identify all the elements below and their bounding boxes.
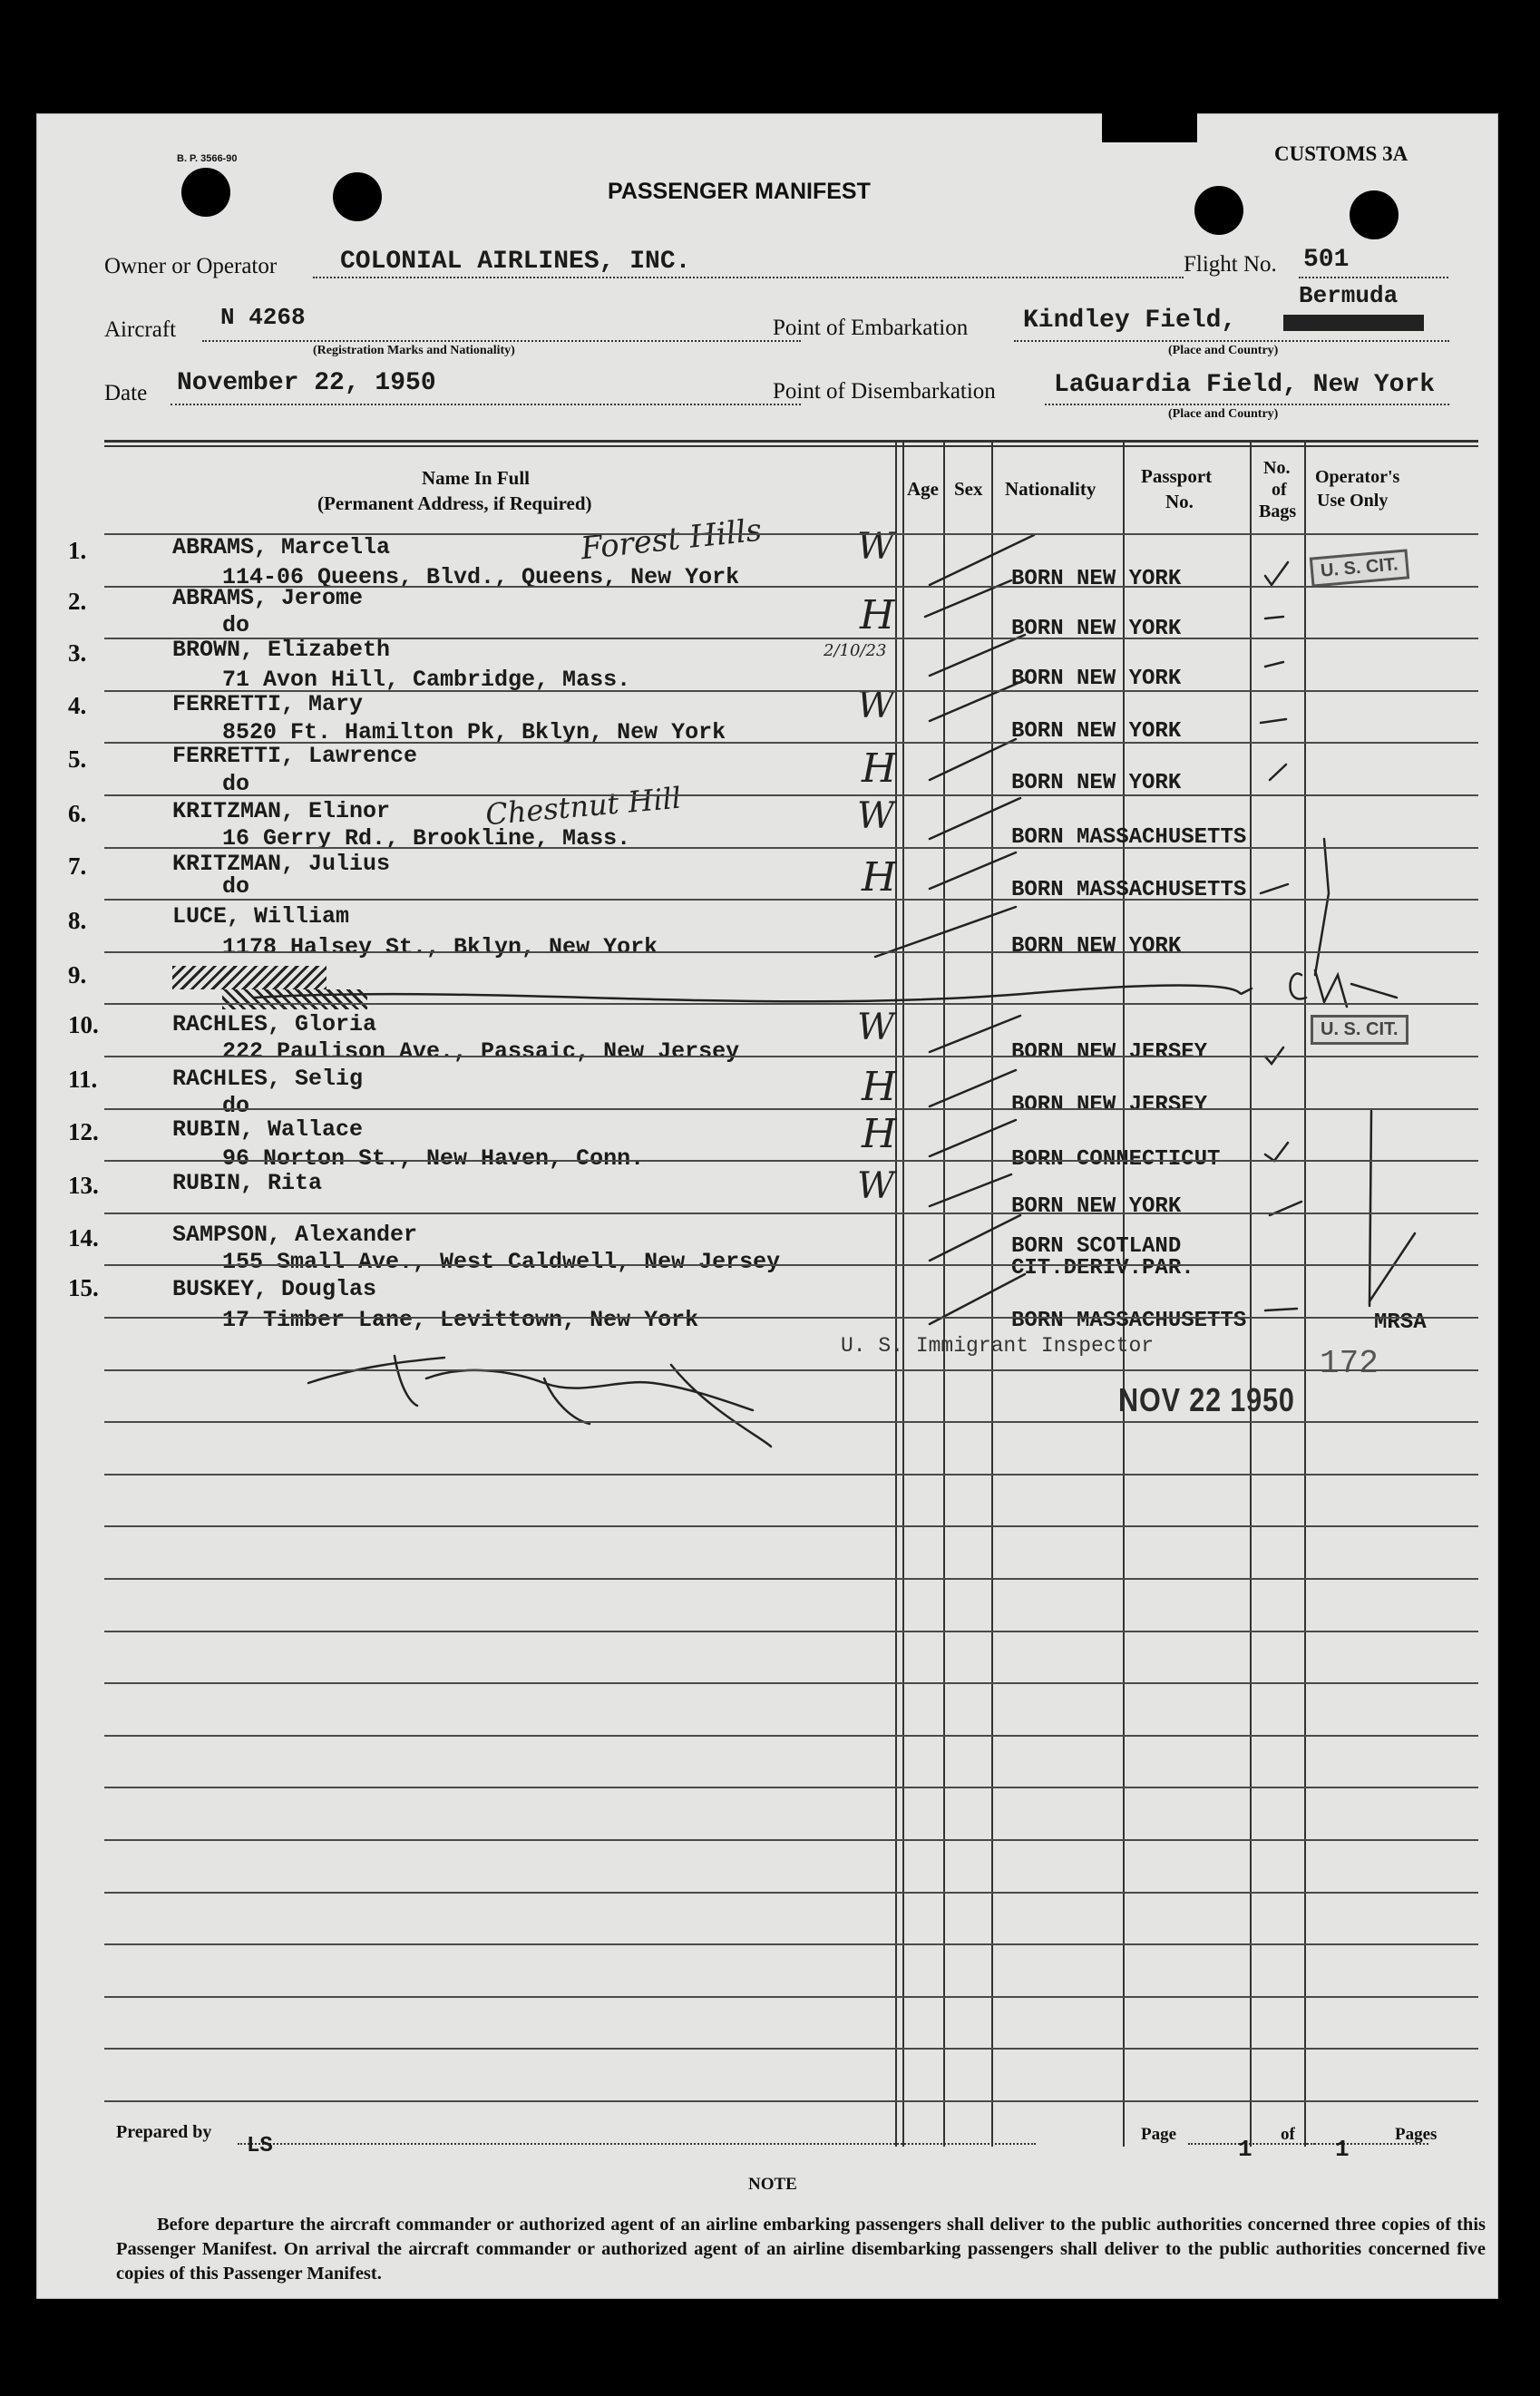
passenger-address: do [222,873,250,900]
pen-stroke [930,1120,1016,1156]
note-text: Before departure the aircraft commander or authorized agent of an airline embarking passengers shall deliver to the public authorities concerned three copies of this Passenger Manifest. On arrival the aircraft commander or authorized agent of an airline disembarking passengers shall deliver to the public authorities concerned five copies of this Passenger Manifest. [116,2215,1486,2284]
passenger-address: 155 Small Ave., West Caldwell, New Jersey [222,1249,781,1275]
embark-note: (Place and Country) [1168,344,1279,357]
date-value: November 22, 1950 [177,369,436,397]
row-number: 5. [68,745,87,773]
row-rule [104,1839,1478,1841]
passenger-name: RUBIN, Wallace [172,1116,364,1143]
row-number: 11. [68,1066,98,1093]
aircraft-label: Aircraft [104,317,177,342]
pen-stroke [930,1070,1016,1106]
row-number: 8. [68,907,87,934]
col-nationality: Nationality [1005,478,1097,500]
passenger-sex: W [857,685,895,726]
pages-value: 1 [1335,2136,1350,2163]
flight-label: Flight No. [1184,252,1277,277]
row-rule [104,1787,1478,1788]
prepared-line [238,2143,1036,2145]
row-rule [104,1108,1478,1110]
passenger-sex: H [860,592,895,638]
passenger-address: 71 Avon Hill, Cambridge, Mass. [222,667,631,693]
row-rule [104,1421,1478,1423]
passenger-sex: H [862,854,897,901]
passenger-sex: W [857,1007,895,1048]
passenger-address: 1178 Halsey St., Bklyn, New York [222,934,658,960]
passenger-name: KRITZMAN, Julius [172,851,391,877]
row-rule [104,638,1478,639]
row-rule [104,1682,1478,1684]
pen-stroke [930,1215,1020,1261]
handwritten-forest-hills: Forest Hills [579,511,764,568]
pen-stroke [930,1174,1011,1206]
us-cit-stamp: U. S. CIT. [1311,1015,1408,1045]
passenger-name: BUSKEY, Douglas [172,1276,377,1302]
passenger-name: ABRAMS, Jerome [172,585,364,611]
row-rule [104,742,1478,744]
check-mark [1261,884,1288,893]
col-operator-1: Operator's [1315,467,1400,487]
passenger-address: 222 Paulison Ave., Passaic, New Jersey [222,1038,740,1065]
passenger-nationality: BORN MASSACHUSETTS [1011,1309,1247,1333]
prepared-label: Prepared by [116,2122,212,2142]
row-rule [104,1474,1478,1476]
row-rule [104,1578,1478,1580]
pen-stroke [930,739,1016,780]
passenger-address: 17 Timber Lane, Levittown, New York [222,1307,699,1333]
owner-label: Owner or Operator [104,254,278,278]
prepared-value: LS [247,2134,273,2158]
strike-line [254,985,1252,1001]
passenger-nationality: BORN NEW YORK [1011,719,1182,744]
pen-stroke [1369,1233,1415,1301]
aircraft-note: (Registration Marks and Nationality) [313,344,515,357]
passenger-nationality: BORN NEW YORK [1011,934,1182,959]
flight-value: 501 [1303,246,1350,274]
note-title: NOTE [748,2175,797,2194]
row-number: 10. [68,1011,99,1038]
check-mark [1265,1309,1297,1310]
pen-marks [36,113,1498,2299]
check-mark [1265,617,1283,618]
us-cit-stamp: U. S. CIT. [1310,549,1409,587]
passenger-name: ABRAMS, Marcella [172,534,391,560]
pen-stroke [875,907,1016,957]
owner-value: COLONIAL AIRLINES, INC. [340,248,691,276]
passenger-name: KRITZMAN, Elinor [172,798,391,824]
pen-stroke [930,1016,1020,1052]
passenger-name: RACHLES, Selig [172,1066,364,1092]
disembark-note: (Place and Country) [1168,407,1279,421]
passenger-nationality: BORN NEW JERSEY [1011,1093,1208,1117]
passenger-nationality: BORN CONNECTICUT [1011,1147,1221,1172]
row-rule [104,1264,1478,1266]
row-rule [104,794,1478,796]
page-value: 1 [1238,2136,1252,2163]
row-rule [104,1056,1478,1057]
row-rule [104,1317,1478,1319]
row-rule [104,690,1478,692]
date-label: Date [104,381,148,405]
row-number: 13. [68,1172,99,1199]
passenger-name: FERRETTI, Lawrence [172,743,418,769]
pen-stroke [930,852,1016,889]
inspection-date-stamp: NOV 22 1950 [1118,1381,1295,1418]
col-bags-3: Bags [1259,502,1297,521]
row-number: 15. [68,1274,99,1301]
manifest-page [36,113,1498,2299]
mrsa-mark: MRSA [1374,1310,1427,1335]
page-title: PASSENGER MANIFEST [608,179,871,204]
row-number: 3. [68,639,87,667]
passenger-address: do [222,771,250,797]
row-number: 1. [68,537,87,564]
passenger-nationality: BORN NEW YORK [1011,1194,1182,1219]
row-rule [104,951,1478,953]
inspector-label: U. S. Immigrant Inspector [841,1334,1155,1358]
embark-country: Bermuda [1299,282,1399,309]
pen-stroke [1315,839,1329,975]
passenger-nationality: BORN NEW JERSEY [1011,1040,1208,1065]
row-rule [104,533,1478,535]
passenger-name: BROWN, Elizabeth [172,637,391,663]
row-rule [104,1003,1478,1005]
row-rule [104,1892,1478,1894]
passenger-nationality: BORN MASSACHUSETTS [1011,825,1247,850]
passenger-nationality: BORN NEW YORK [1011,617,1182,641]
passenger-sex: H [862,1111,897,1157]
check-mark [1265,662,1283,667]
check-mark [1265,562,1288,585]
check-mark [1261,719,1286,723]
row-rule [104,1213,1478,1214]
passenger-name: FERRETTI, Mary [172,691,364,717]
passenger-name: LUCE, William [172,903,350,930]
row-rule [104,1943,1478,1945]
passenger-nationality: BORN NEW YORK [1011,567,1182,591]
handwritten-chestnut-hill: Chestnut Hill [483,780,683,833]
passenger-nationality-2: CIT.DERIV.PAR. [1011,1256,1194,1281]
col-passport-2: No. [1165,491,1194,512]
passenger-name: RACHLES, Gloria [172,1011,377,1037]
row-number: 12. [68,1118,99,1145]
passenger-sex: W [857,526,895,568]
number-172: 172 [1320,1345,1379,1382]
row-rule [104,1735,1478,1737]
row-number: 6. [68,800,87,827]
col-sex: Sex [954,478,983,500]
row-number: 9. [68,961,87,989]
pen-stroke [1369,1111,1371,1306]
row-rule [104,2100,1478,2102]
passenger-name: SAMPSON, Alexander [172,1222,418,1248]
passenger-address: 96 Norton St., New Haven, Conn. [222,1145,645,1172]
passenger-nationality: BORN SCOTLAND [1011,1234,1182,1259]
disembark-label: Point of Disembarkation [773,379,996,404]
passenger-sex: H [862,1064,897,1110]
row-rule [104,586,1478,588]
check-mark [1265,1143,1288,1161]
row-rule [104,1631,1478,1632]
row-rule [104,1525,1478,1527]
passenger-sex: W [857,795,895,837]
passenger-name: RUBIN, Rita [172,1170,323,1196]
passenger-nationality: BORN NEW YORK [1011,667,1182,691]
row-rule [104,1996,1478,1998]
aircraft-value: N 4268 [220,304,306,331]
passenger-address: 16 Gerry Rd., Brookline, Mass. [222,825,631,852]
check-mark [1270,765,1286,780]
pages-label: Pages [1395,2125,1438,2144]
passenger-address: do [222,1093,250,1119]
passenger-address: 114-06 Queens, Blvd., Queens, New York [222,564,740,590]
pen-stroke [930,798,1020,839]
row-rule [104,847,1478,849]
embark-label: Point of Embarkation [773,316,969,340]
col-name-sub: (Permanent Address, if Required) [317,492,592,514]
embark-value: Kindley Field, [1023,307,1237,335]
customs-label: CUSTOMS 3A [1274,142,1408,165]
pen-stroke [930,535,1034,585]
disembark-value: LaGuardia Field, New York [1054,371,1436,399]
row-number: 14. [68,1224,99,1252]
page-label: Page [1141,2125,1177,2144]
passenger-address: do [222,612,250,638]
passenger-nationality: BORN MASSACHUSETTS [1011,878,1247,902]
passenger-sex: H [862,745,897,792]
row-rule [104,2048,1478,2050]
col-bags-1: No. [1263,458,1291,478]
passenger-sex: W [857,1165,895,1207]
col-passport-1: Passport [1141,465,1213,487]
col-bags-2: of [1272,480,1287,500]
of-label: of [1281,2125,1295,2144]
col-age: Age [907,478,939,500]
initials-mark [1291,970,1398,1007]
pen-stroke [930,680,1025,721]
row-number: 7. [68,852,87,880]
col-name: Name In Full [422,467,531,489]
handwritten-date-note: 2/10/23 [824,641,887,660]
row-number: 2. [68,588,87,615]
col-operator-2: Use Only [1317,491,1389,511]
row-number: 4. [68,692,87,719]
form-number: B. P. 3566-90 [177,153,238,164]
row-rule [104,899,1478,901]
passenger-nationality: BORN NEW YORK [1011,771,1182,795]
pen-stroke [930,635,1025,676]
passenger-address: 8520 Ft. Hamilton Pk, Bklyn, New York [222,719,726,745]
row-rule [104,1369,1478,1371]
row-rule [104,1160,1478,1162]
